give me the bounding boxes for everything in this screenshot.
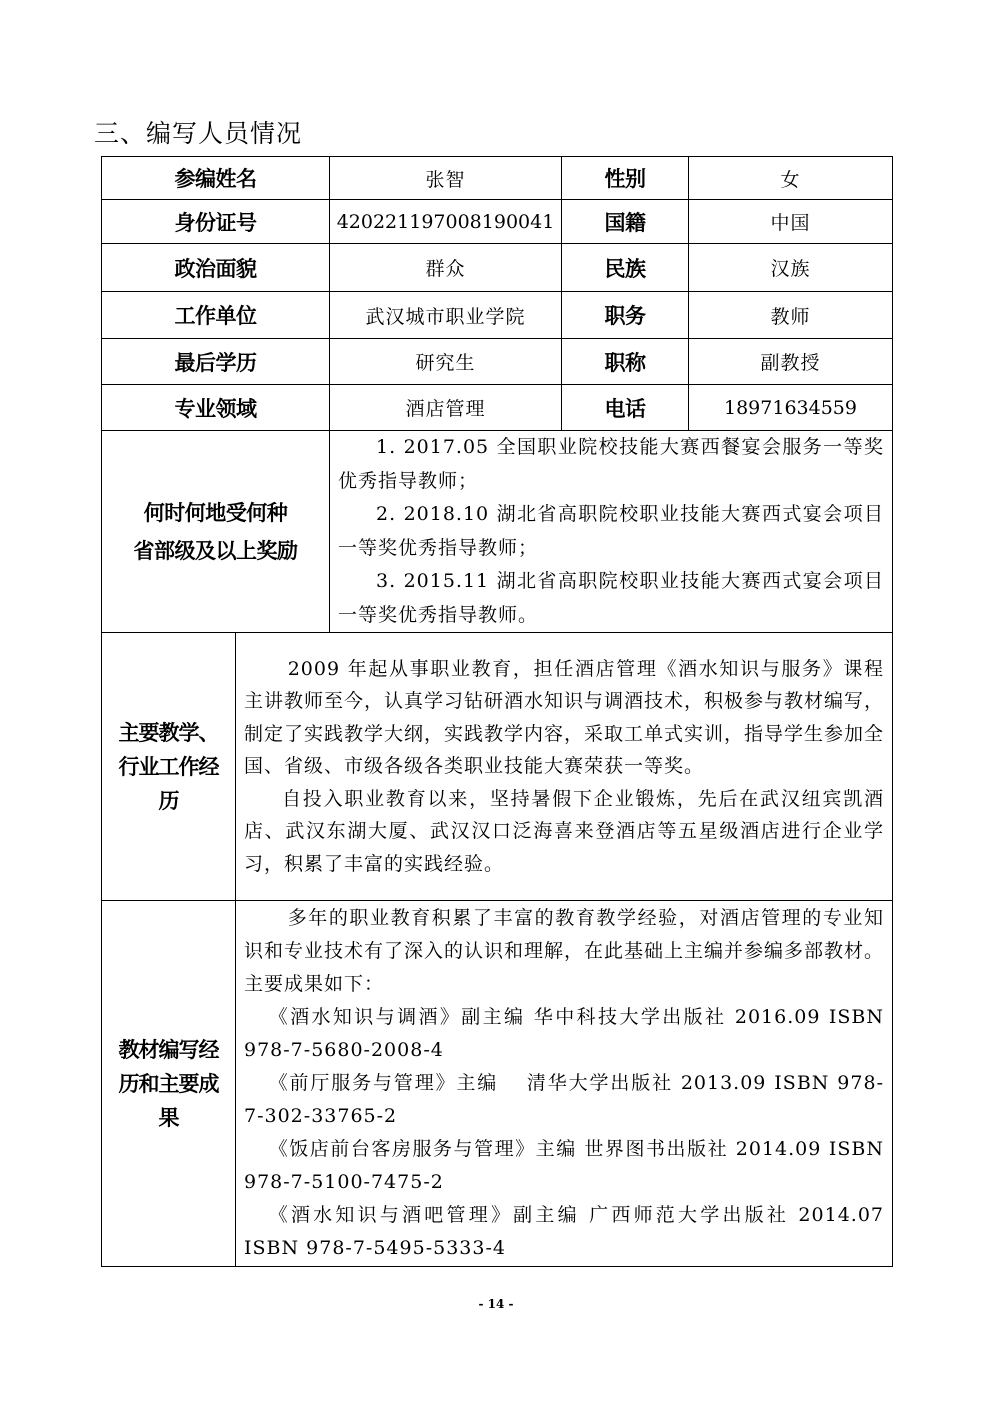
phone-label: 电话 <box>562 385 689 431</box>
education-value: 研究生 <box>330 339 562 385</box>
textbook-item: 《酒水知识与酒吧管理》副主编 广西师范大学出版社 2014.07 ISBN 978-7-5495-5333-4 <box>244 1204 884 1259</box>
position-label: 职务 <box>562 292 689 339</box>
experience-content <box>236 633 893 901</box>
political-status-value: 群众 <box>330 244 562 292</box>
section-heading: 三、编写人员情况 <box>94 119 303 148</box>
ethnicity-label: 民族 <box>562 244 689 292</box>
field-label: 专业领域 <box>102 385 330 431</box>
textbook-item: 《饭店前台客房服务与管理》主编 世界图书出版社 2014.09 ISBN 978-7-5100-7475-2 <box>244 1138 884 1193</box>
awards-content <box>330 431 893 633</box>
table-row <box>102 244 893 292</box>
work-unit-value: 武汉城市职业学院 <box>330 292 562 339</box>
experience-label-line: 历 <box>158 788 179 813</box>
id-number-value: 420221197008190041 <box>330 200 562 244</box>
field-value: 酒店管理 <box>330 385 562 431</box>
gender-value: 女 <box>689 157 893 200</box>
textbooks-row <box>102 901 893 1267</box>
name-label: 参编姓名 <box>102 157 330 200</box>
page-number: - 14 - <box>478 1297 514 1311</box>
textbook-item: 《酒水知识与调酒》副主编 华中科技大学出版社 2016.09 ISBN 978-7-5680-2008-4 <box>244 1006 884 1061</box>
awards-label <box>102 431 330 633</box>
political-status-label: 政治面貌 <box>102 244 330 292</box>
table-row <box>102 200 893 244</box>
textbook-item: 《前厅服务与管理》主编 清华大学出版社 2013.09 ISBN 978-7-302-33765-2 <box>244 1072 884 1127</box>
ethnicity-value: 汉族 <box>689 244 893 292</box>
phone-value: 18971634559 <box>689 385 893 431</box>
title-label: 职称 <box>562 339 689 385</box>
awards-label-line: 省部级及以上奖励 <box>133 538 298 563</box>
table-row <box>102 157 893 200</box>
table-row <box>102 292 893 339</box>
name-value: 张智 <box>330 157 562 200</box>
textbooks-content <box>236 901 893 1267</box>
table-row <box>102 385 893 431</box>
id-number-label: 身份证号 <box>102 200 330 244</box>
experience-paragraph: 自投入职业教育以来，坚持暑假下企业锻炼，先后在武汉纽宾凯酒店、武汉东湖大厦、武汉汉口泛海喜来登酒店等五星级酒店进行企业学习，积累了丰富的实践经验。 <box>244 787 884 875</box>
table-row <box>102 339 893 385</box>
title-value: 副教授 <box>689 339 893 385</box>
personnel-table <box>101 156 893 1267</box>
nationality-value: 中国 <box>689 200 893 244</box>
nationality-label: 国籍 <box>562 200 689 244</box>
awards-row <box>102 431 893 633</box>
award-item: 1. 2017.05 全国职业院校技能大赛西餐宴会服务一等奖优秀指导教师； <box>338 436 884 492</box>
award-item: 2. 2018.10 湖北省高职院校职业技能大赛西式宴会项目一等奖优秀指导教师； <box>338 503 884 559</box>
experience-label-line: 行业工作经 <box>118 754 219 779</box>
position-value: 教师 <box>689 292 893 339</box>
award-item: 3. 2015.11 湖北省高职院校职业技能大赛西式宴会项目一等奖优秀指导教师。 <box>338 570 884 626</box>
textbooks-label-line: 教材编写经 <box>118 1037 219 1062</box>
experience-label-line: 主要教学、 <box>118 720 219 745</box>
textbooks-intro: 多年的职业教育积累了丰富的教育教学经验，对酒店管理的专业知识和专业技术有了深入的认识和理解，在此基础上主编并参编多部教材。主要成果如下： <box>244 907 885 995</box>
experience-paragraph: 2009 年起从事职业教育，担任酒店管理《酒水知识与服务》课程主讲教师至今，认真学习钻研酒水知识与调酒技术，积极参与教材编写，制定了实践教学大纲，实践教学内容，采取工单式实训，指导学生参加全国、省级、市级各级各类职业技能大赛荣获一等奖。 <box>244 657 885 778</box>
experience-label <box>102 633 236 901</box>
textbooks-label-line: 果 <box>158 1105 179 1130</box>
experience-row <box>102 633 893 901</box>
work-unit-label: 工作单位 <box>102 292 330 339</box>
gender-label: 性别 <box>562 157 689 200</box>
textbooks-label-line: 历和主要成 <box>118 1071 219 1096</box>
awards-label-line: 何时何地受何种 <box>143 500 288 525</box>
education-label: 最后学历 <box>102 339 330 385</box>
textbooks-label <box>102 901 236 1267</box>
